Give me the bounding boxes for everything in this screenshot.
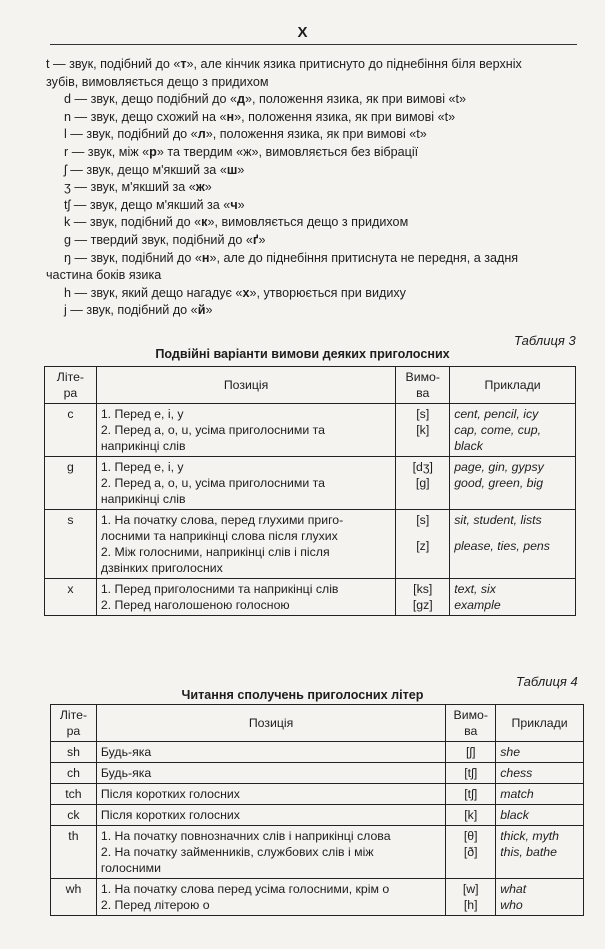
col-letter-header: Літе- ра bbox=[45, 367, 97, 404]
sound-line: r — звук, між «р» та твердим «ж», вимовляється без вібрації bbox=[64, 144, 419, 159]
examples-cell: match bbox=[496, 784, 584, 805]
examples-cell: she bbox=[496, 742, 584, 763]
letter-cell: wh bbox=[51, 879, 97, 916]
examples-cell: black bbox=[496, 805, 584, 826]
table-header-row bbox=[51, 705, 584, 742]
pron-cell: [ʃ] bbox=[446, 742, 496, 763]
col-examples-header: Приклади bbox=[450, 367, 576, 404]
position-cell: 1. Перед e, i, y 2. Перед a, o, u, усіма приголосними та наприкінці слів bbox=[96, 457, 395, 510]
pron-cell: [ks] [gz] bbox=[396, 579, 450, 616]
col-position-header: Позиція bbox=[96, 705, 445, 742]
table3-label: Таблиця 3 bbox=[514, 333, 576, 348]
letter-cell: th bbox=[51, 826, 97, 879]
table4-label: Таблиця 4 bbox=[516, 674, 578, 689]
sound-line: ŋ — звук, подібний до «н», але до піднебіння притиснута не передня, а задня bbox=[64, 250, 519, 265]
table4-title: Читання сполучень приголосних літер bbox=[181, 688, 424, 702]
examples-cell: thick, myth this, bathe bbox=[496, 826, 584, 879]
position-cell: Після коротких голосних bbox=[96, 805, 445, 826]
position-cell: 1. На початку повнозначних слів і наприкінці слова 2. На початку займенників, службових слів і між голосними bbox=[96, 826, 445, 879]
sound-line: d — звук, дещо подібний до «д», положення язика, як при вимові «t» bbox=[64, 92, 467, 107]
table-row bbox=[51, 805, 584, 826]
sound-line: ʃ — звук, дещо м'якший за «ш» bbox=[64, 162, 245, 177]
table-row bbox=[51, 879, 584, 916]
col-examples-header: Приклади bbox=[496, 705, 584, 742]
sound-line: ʒ — звук, м'якший за «ж» bbox=[64, 180, 212, 195]
table-row bbox=[51, 763, 584, 784]
pron-cell: [s] [k] bbox=[396, 404, 450, 457]
pron-cell: [θ] [ð] bbox=[446, 826, 496, 879]
pron-cell: [s] [z] bbox=[396, 510, 450, 579]
table-row bbox=[45, 457, 576, 510]
examples-cell: cent, pencil, icy cap, come, cup, black bbox=[450, 404, 576, 457]
table-row bbox=[51, 784, 584, 805]
sound-line: g — твердий звук, подібний до «ґ» bbox=[64, 232, 266, 247]
letter-cell: ck bbox=[51, 805, 97, 826]
examples-cell: chess bbox=[496, 763, 584, 784]
col-pron-header: Вимо- ва bbox=[396, 367, 450, 404]
table-row bbox=[51, 742, 584, 763]
examples-cell: page, gin, gypsy good, green, big bbox=[450, 457, 576, 510]
letter-cell: s bbox=[45, 510, 97, 579]
header-rule bbox=[50, 44, 577, 45]
sound-line: l — звук, подібний до «л», положення язика, як при вимові «t» bbox=[64, 127, 427, 142]
position-cell: Будь-яка bbox=[96, 763, 445, 784]
table-row bbox=[45, 579, 576, 616]
col-letter-header: Літе- ра bbox=[51, 705, 97, 742]
table-row bbox=[45, 510, 576, 579]
sound-line: частина боків язика bbox=[46, 268, 162, 283]
table-row bbox=[51, 826, 584, 879]
pron-cell: [tʃ] bbox=[446, 784, 496, 805]
table3-title: Подвійні варіанти вимови деяких приголосних bbox=[155, 347, 450, 361]
sound-line: tʃ — звук, дещо м'якший за «ч» bbox=[64, 197, 245, 212]
letter-cell: c bbox=[45, 404, 97, 457]
position-cell: Після коротких голосних bbox=[96, 784, 445, 805]
sound-line: j — звук, подібний до «й» bbox=[64, 303, 213, 318]
position-cell: Будь-яка bbox=[96, 742, 445, 763]
col-pron-header: Вимо- ва bbox=[446, 705, 496, 742]
sound-line: n — звук, дещо схожий на «н», положення язика, як при вимові «t» bbox=[64, 109, 456, 124]
letter-cell: ch bbox=[51, 763, 97, 784]
section-letter: X bbox=[297, 24, 308, 41]
examples-cell: text, six example bbox=[450, 579, 576, 616]
sound-line: зубів, вимовляється дещо з придихом bbox=[46, 74, 269, 89]
consonant-sound-list bbox=[46, 56, 581, 320]
letter-cell: sh bbox=[51, 742, 97, 763]
pron-cell: [tʃ] bbox=[446, 763, 496, 784]
pron-cell: [k] bbox=[446, 805, 496, 826]
letter-cell: tch bbox=[51, 784, 97, 805]
sound-line: h — звук, який дещо нагадує «х», утворюється при видиху bbox=[64, 285, 406, 300]
position-cell: 1. На початку слова, перед глухими приго- лосними та наприкінці слова після глухих 2. Між голосними, наприкінці слів і після дзвінких приголосних bbox=[96, 510, 395, 579]
sound-line: t — звук, подібний до «т», але кінчик язика притиснуто до піднебіння біля верхніх bbox=[46, 57, 522, 71]
examples-cell: sit, student, lists please, ties, pens bbox=[450, 510, 576, 579]
table3 bbox=[44, 366, 576, 616]
position-cell: 1. На початку слова перед усіма голосними, крім o 2. Перед літерою o bbox=[96, 879, 445, 916]
table-header-row bbox=[45, 367, 576, 404]
letter-cell: x bbox=[45, 579, 97, 616]
letter-cell: g bbox=[45, 457, 97, 510]
table-row bbox=[45, 404, 576, 457]
pron-cell: [dʒ] [g] bbox=[396, 457, 450, 510]
sound-line: k — звук, подібний до «к», вимовляється дещо з придихом bbox=[64, 215, 409, 230]
col-position-header: Позиція bbox=[96, 367, 395, 404]
pron-cell: [w] [h] bbox=[446, 879, 496, 916]
position-cell: 1. Перед e, i, y 2. Перед a, o, u, усіма приголосними та наприкінці слів bbox=[96, 404, 395, 457]
position-cell: 1. Перед приголосними та наприкінці слів 2. Перед наголошеною голосною bbox=[96, 579, 395, 616]
examples-cell: what who bbox=[496, 879, 584, 916]
table4 bbox=[50, 704, 584, 916]
